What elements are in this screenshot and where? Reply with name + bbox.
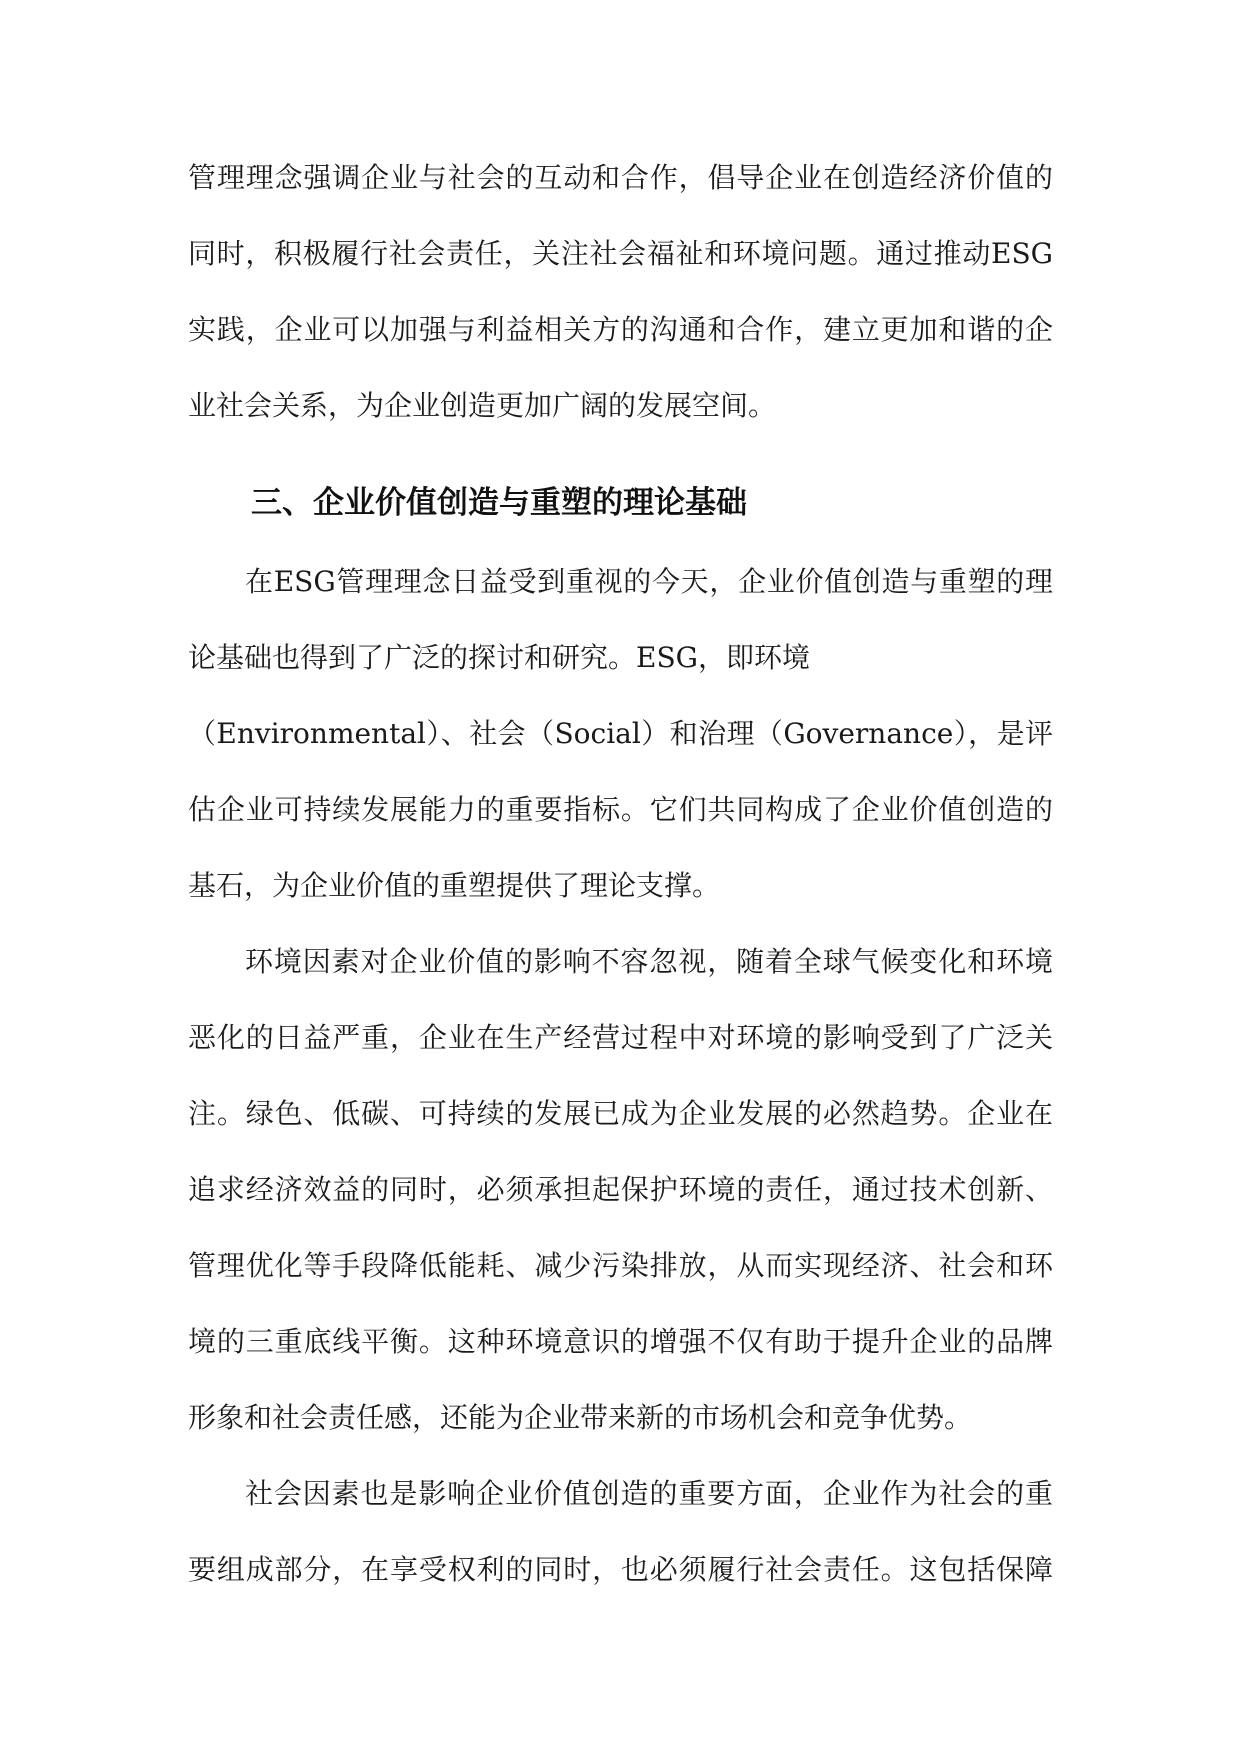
paragraph-social (188, 1456, 1053, 1608)
text-line: 论基础也得到了广泛的探讨和研究。ESG，即环境 (188, 641, 810, 674)
section-heading: 三、企业价值创造与重塑的理论基础 (251, 485, 747, 521)
text-line: 恶化的日益严重，企业在生产经营过程中对环境的影响受到了广泛关 (188, 1021, 1053, 1054)
text-line: 形象和社会责任感，还能为企业带来新的市场机会和竞争优势。 (188, 1401, 973, 1434)
text-line: 注。绿色、低碳、可持续的发展已成为企业发展的必然趋势。企业在 (188, 1097, 1053, 1130)
paragraph-esg-theory (188, 544, 1053, 924)
document-body (188, 140, 1053, 1608)
text-line: 估企业可持续发展能力的重要指标。它们共同构成了企业价值创造的 (188, 793, 1053, 826)
text-line: （Environmental）、社会（Social）和治理（Governance），是评 (188, 717, 1053, 750)
text-line: 在ESG管理理念日益受到重视的今天，企业价值创造与重塑的理 (245, 565, 1053, 598)
text-line: 管理优化等手段降低能耗、减少污染排放，从而实现经济、社会和环 (188, 1249, 1053, 1282)
text-line: 基石，为企业价值的重塑提供了理论支撑。 (188, 869, 721, 902)
text-line: 追求经济效益的同时，必须承担起保护环境的责任，通过技术创新、 (188, 1173, 1053, 1206)
text-line: 同时，积极履行社会责任，关注社会福祉和环境问题。通过推动ESG (188, 237, 1053, 270)
text-line: 环境因素对企业价值的影响不容忽视，随着全球气候变化和环境 (245, 945, 1053, 978)
text-line: 境的三重底线平衡。这种环境意识的增强不仅有助于提升企业的品牌 (188, 1325, 1053, 1358)
text-line: 实践，企业可以加强与利益相关方的沟通和合作，建立更加和谐的企 (188, 313, 1053, 346)
text-line: 要组成部分，在享受权利的同时，也必须履行社会责任。这包括保障 (188, 1553, 1053, 1586)
continuation-paragraph (188, 140, 1053, 444)
text-line: 业社会关系，为企业创造更加广阔的发展空间。 (188, 389, 777, 422)
text-line: 社会因素也是影响企业价值创造的重要方面，企业作为社会的重 (245, 1477, 1053, 1510)
paragraph-environmental (188, 924, 1053, 1456)
text-line: 管理理念强调企业与社会的互动和合作，倡导企业在创造经济价值的 (188, 161, 1053, 194)
